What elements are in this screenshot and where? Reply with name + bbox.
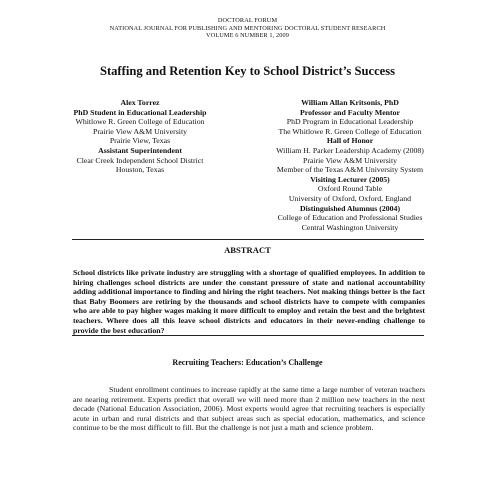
author-left-line: Alex Torrez	[120, 98, 160, 107]
author-right-line: William H. Parker Leadership Academy (2008)	[276, 145, 424, 155]
body-paragraph: Student enrollment continues to increase rapidly at the same time a large number of veteran teachers are nearing retirement. Experts predict that overall we will need more than 2 million new teachers in the next decade (National Education Association, 2006). Most experts would agree that recruiting teachers is especially acute in urban and rural districts and that subject areas such as special education, mathematics, and science continue to be the most difficult to fill. But the challenge is not just a math and science problem.	[73, 385, 425, 433]
author-left-line: Clear Creek Independent School District	[76, 155, 204, 165]
abstract-top-rule	[72, 239, 424, 240]
author-right-line: Professor and Faculty Mentor	[300, 107, 400, 117]
author-right-line: University of Oxford, Oxford, England	[288, 193, 412, 203]
author-right-block	[246, 98, 454, 232]
author-right-line: Oxford Round Table	[317, 184, 383, 194]
author-right-line: College of Education and Professional Studies	[277, 213, 423, 223]
journal-forum-name: DOCTORAL FORUM	[217, 17, 278, 24]
author-left-line: Assistant Superintendent	[98, 145, 182, 155]
author-right-line: Central Washington University	[301, 222, 399, 232]
author-right-line: Distinguished Alumnus (2004)	[299, 203, 401, 213]
abstract-text: School districts like private industry are struggling with a shortage of qualified employees. In addition to hiring challenges school districts are under the constant pressure of state and national accountability adding additional importance to finding and hiring the right teachers. Not making things better is the fact that Baby Boomers are retiring by the thousands and school districts have to compete with companies who are able to pay higher wages making it more difficult to employ and retain the best and the brightest teachers. Where does all this leave school districts and educators in their never-ending challenge to provide the best education?	[73, 268, 425, 335]
author-left-line: PhD Student in Educational Leadership	[73, 107, 207, 117]
author-left-line: Prairie View A&M University	[92, 126, 188, 136]
abstract-heading: ABSTRACT	[224, 245, 271, 255]
author-left-block	[52, 98, 228, 175]
author-left-line: Whitlowe R. Green College of Education	[75, 117, 205, 127]
author-right-line: William Allan Kritsonis, PhD	[301, 98, 399, 107]
section-heading: Recruiting Teachers: Education’s Challenge	[172, 358, 323, 367]
author-right-line: PhD Program in Educational Leadership	[286, 117, 414, 127]
journal-header	[0, 17, 495, 40]
journal-subtitle: NATIONAL JOURNAL FOR PUBLISHING AND MENTORING DOCTORAL STUDENT RESEARCH	[109, 24, 386, 32]
journal-volume: VOLUME 6 NUMBER 1, 2009	[206, 32, 289, 40]
paper-title: Staffing and Retention Key to School District’s Success	[99, 64, 396, 78]
author-right-line: Hall of Honor	[326, 136, 374, 146]
author-left-line: Houston, Texas	[115, 165, 165, 175]
author-right-line: The Whitlowe R. Green College of Education	[278, 126, 422, 136]
author-right-line: Member of the Texas A&M University System	[276, 165, 424, 175]
author-right-line: Visiting Lecturer (2005)	[310, 174, 390, 184]
abstract-bottom-rule	[72, 335, 424, 336]
author-right-line: Prairie View A&M University	[302, 155, 398, 165]
author-left-line: Prairie View, Texas	[109, 136, 171, 146]
